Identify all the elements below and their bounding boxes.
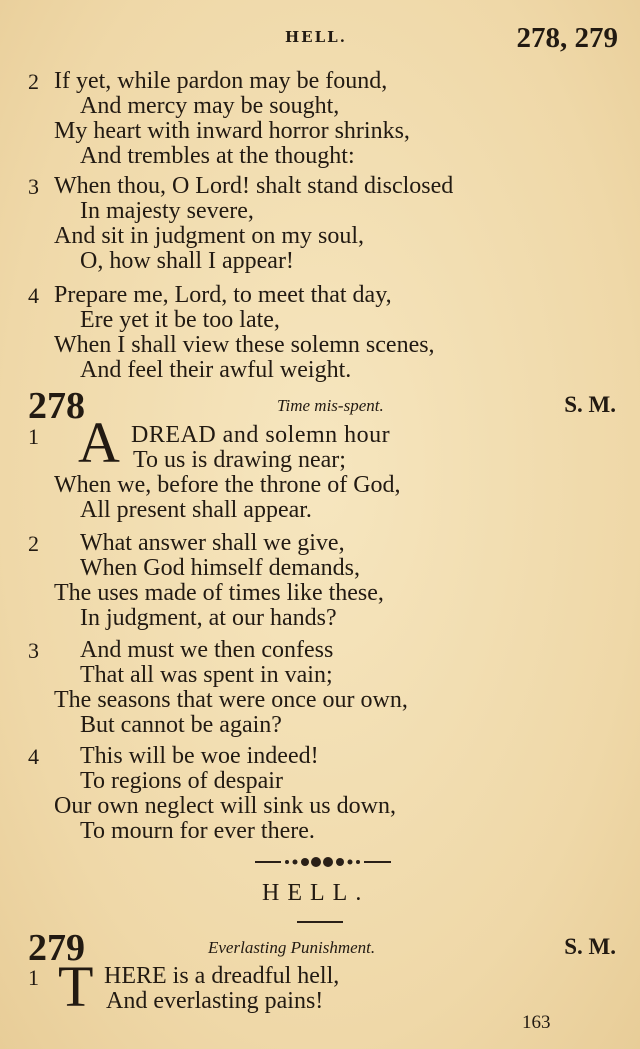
verse-number: 3 [28, 174, 39, 199]
drop-cap: A [78, 410, 120, 475]
verse-line: When God himself demands, [80, 555, 360, 581]
hymn-subtitle: Time mis-spent. [277, 396, 384, 415]
verse-line: And everlasting pains! [106, 988, 324, 1014]
drop-cap: T [58, 954, 94, 1019]
verse-line: HERE is a dreadful hell, [104, 963, 340, 989]
section-rule [297, 921, 343, 923]
page-number: 163 [522, 1012, 551, 1033]
hymn-number: 278 [28, 385, 85, 427]
verse-line: That all was spent in vain; [80, 662, 333, 688]
verse-line: Our own neglect will sink us down, [54, 793, 396, 819]
ornament-divider [253, 855, 393, 869]
verse-line: And mercy may be sought, [80, 93, 340, 119]
verse-number: 1 [28, 424, 39, 449]
hymn-number: 279 [28, 927, 85, 969]
verse-line: In judgment, at our hands? [80, 605, 337, 631]
verse-line: When thou, O Lord! shalt stand disclosed [54, 173, 454, 199]
verse-number: 4 [28, 744, 39, 769]
verse-line: And feel their awful weight. [80, 357, 352, 383]
verse-line: DREAD and solemn hour [131, 422, 391, 448]
verse-line: The seasons that were once our own, [54, 687, 408, 713]
verse-number: 4 [28, 283, 39, 308]
hymn-subtitle: Everlasting Punishment. [208, 938, 376, 957]
verse-line: To regions of despair [80, 768, 283, 794]
verse-number: 2 [28, 69, 39, 94]
verse-line: Ere yet it be too late, [80, 307, 280, 333]
verse-line: All present shall appear. [80, 497, 312, 523]
running-hymn-numbers: 278, 279 [516, 22, 618, 54]
verse-line: The uses made of times like these, [54, 580, 384, 606]
verse-line: To mourn for ever there. [80, 818, 315, 844]
verse-line: If yet, while pardon may be found, [54, 68, 388, 94]
verse-line: And trembles at the thought: [80, 143, 355, 169]
verse-line: Prepare me, Lord, to meet that day, [54, 282, 392, 308]
verse-line: But cannot be again? [80, 712, 282, 738]
verse-number: 1 [28, 965, 39, 990]
hymn-meter: S. M. [564, 934, 616, 959]
verse-line: This will be woe indeed! [80, 743, 319, 769]
hymn-meter: S. M. [564, 392, 616, 417]
verse-line: And must we then confess [80, 637, 334, 663]
verse-line: My heart with inward horror shrinks, [54, 118, 410, 144]
verse-number: 3 [28, 638, 39, 663]
verse-line: When we, before the throne of God, [54, 472, 401, 498]
running-title: HELL. [285, 28, 347, 46]
verse-line: To us is drawing near; [133, 447, 346, 473]
verse-number: 2 [28, 531, 39, 556]
running-head [0, 22, 640, 52]
verse-line: What answer shall we give, [80, 530, 345, 556]
verse-line: When I shall view these solemn scenes, [54, 332, 435, 358]
verse-line: And sit in judgment on my soul, [54, 223, 365, 249]
verse-line: In majesty severe, [80, 198, 254, 224]
section-title: HELL. [262, 880, 370, 906]
verse-line: O, how shall I appear! [80, 248, 294, 274]
